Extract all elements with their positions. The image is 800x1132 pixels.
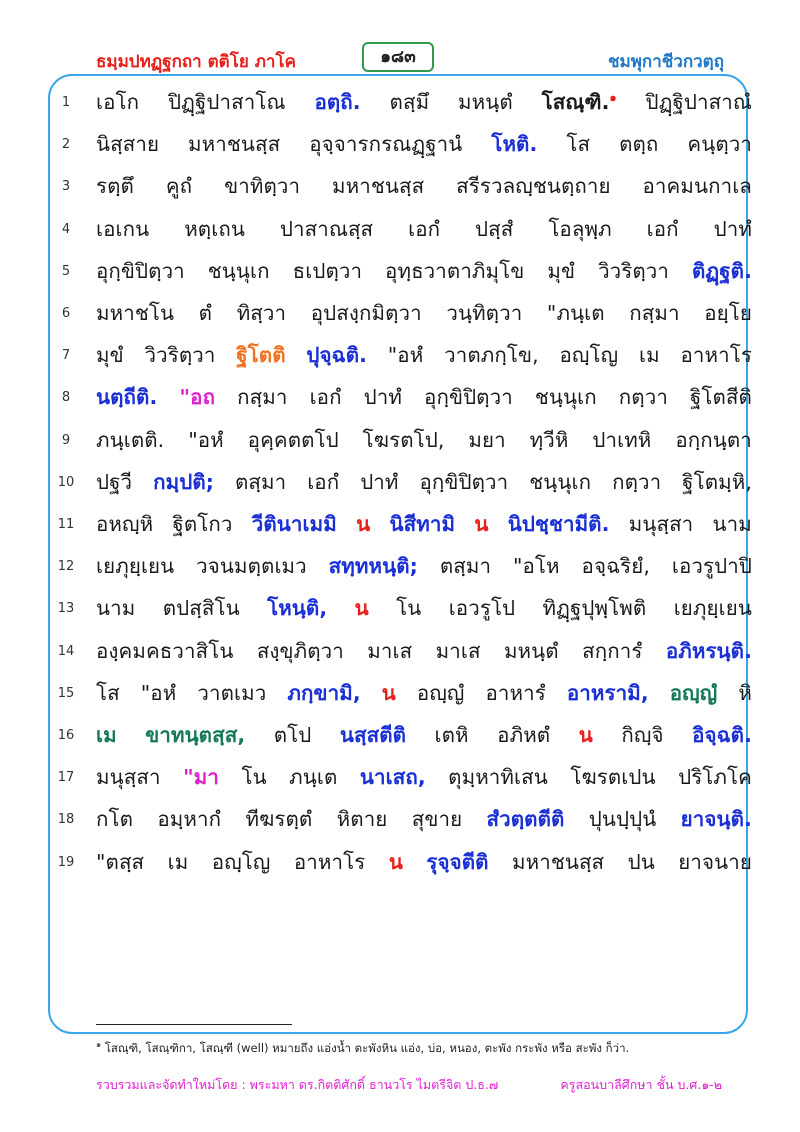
text-line [0,673,800,713]
word: ตตฺถ [619,132,659,157]
word: โอลุพฺภ [548,216,612,241]
word: อุกฺขิปิตฺวา [424,385,513,410]
word: ทีฆรตฺตํ [245,807,313,832]
word: นตฺถีติ. [96,385,158,410]
word: ชนฺนุเก [207,258,270,283]
word: ภนฺเตติ. [96,427,165,452]
word: ตุมฺหาทิเสน [448,765,548,790]
word: อาหาโร [680,343,752,368]
text-line [0,293,800,333]
word: "อถ [179,385,216,410]
word: อุปสงฺกมิตฺวา [310,301,422,325]
word: สํวตฺตตีติ [486,807,565,832]
line-text [96,166,752,206]
word: "ภนฺเต [546,301,605,325]
word: เตหิ [434,723,469,747]
footnote [96,1038,629,1058]
word: นาม [96,596,136,621]
line-text [96,588,752,628]
word: ปน [627,849,655,874]
word: เอวรูโป [448,596,516,621]
word: นิปชฺชามีติ. [507,512,610,536]
word: นสฺสตีติ [339,723,407,747]
word: เอกํ [307,469,340,494]
word: อาหาโร [293,849,366,874]
word: ขาทนฺตสฺส, [145,723,246,747]
word: อาหรามิ, [566,680,649,705]
line-text [96,82,752,122]
word: อภิหรนฺติ. [665,638,752,663]
word: ปฐวี [96,469,133,494]
word: อยฺโย [704,301,752,325]
word: โส [566,132,591,157]
word: อกฺกนฺตา [675,427,752,452]
word: ชนฺนุเก [534,385,597,410]
word: เอวรูปาปิ [671,554,752,579]
word: สกฺการํ [582,638,643,663]
word: อญฺญํ [416,680,465,705]
word: ปุนปฺปุนํ [588,807,657,832]
word: น [578,723,593,747]
word: เยภุยฺเยน [96,554,175,579]
word: ตสฺมา [439,554,492,579]
word: มนุสฺสา [628,512,694,536]
word: ตโป [273,723,312,747]
word: ปิฏฺฐิปาสาโณ [168,90,286,114]
text-line [0,757,800,797]
word: กสฺมา [237,385,288,410]
word: เอกํ [309,385,342,410]
word: สทฺทหนฺติ; [328,554,418,579]
word: อาหารํ [485,680,546,705]
text-line [0,799,800,839]
word: เอโก [96,90,140,114]
word: อิจฺฉติ. [692,723,752,747]
word: สงฺขุภิตฺวา [256,638,344,663]
word: "อหํ [140,680,177,705]
word: ภกฺขามิ, [287,680,361,705]
word: อุทฺธวาตาภิมุโข [385,258,525,283]
word: วิวริตฺวา [144,343,216,368]
word: มาเส [367,638,413,663]
line-text [96,335,752,375]
word: วาตเมว [197,680,267,705]
word: ขาทิตฺวา [224,174,301,199]
line-number: 12 [57,559,75,575]
word: ปิฏฺฐิปาสาณํ [645,90,752,114]
word: มุขํ [96,343,124,368]
line-text [96,124,752,164]
word: หิ [738,680,752,705]
word: โสณฺฑิ.$^๑$ [541,90,617,114]
line-number: 9 [61,432,71,448]
word: น [356,512,371,536]
text-line [0,82,800,122]
word: เอกํ [646,216,679,241]
text-line [0,631,800,671]
word: นาม [712,512,752,536]
word: โส [96,680,120,705]
word: "อโห [512,554,560,579]
word: ปุจฺฉติ. [306,343,367,368]
footer-position: ครูสอนบาลีศึกษา ชั้น บ.ศ.๑-๒ [560,1077,722,1092]
word: โหติ. [491,132,538,157]
word: นิสฺสาย [96,132,160,157]
text-line [0,166,800,206]
word: วจนมตฺตเมว [196,554,307,579]
word: ทิสฺวา [236,301,287,325]
word: อุกฺขิปิตฺวา [96,258,185,283]
word: มหาชนสฺส [188,132,281,157]
word: อาคมนกาเล [642,174,752,199]
text-line [0,335,800,375]
word: ยาจนฺติ. [680,807,752,832]
word: อจฺฉริยํ, [581,554,650,579]
footnote-divider [96,1024,292,1025]
text-line [0,209,800,249]
word: อุจฺจารกรณฏฺฐานํ [309,132,463,157]
word: คนฺตฺวา [687,132,752,157]
word: มุขํ [547,258,576,283]
word: นาเสถ, [359,765,426,790]
text-line [0,124,800,164]
word: ตํ [198,301,213,325]
word: ธเปตฺวา [292,258,363,283]
line-number: 8 [61,390,71,406]
word: ฐิตโกว [172,512,233,536]
word: น [381,680,396,705]
word: หิตาย [336,807,388,832]
word: ปาเทหิ [592,427,652,452]
word: อภิหตํ [497,723,551,747]
word: ชนฺนุเก [529,469,592,494]
word: อหญฺหิ [96,512,154,536]
line-number: 16 [57,728,75,743]
word: วิวริตฺวา [598,258,670,283]
line-number: 19 [57,854,75,870]
word: น [388,849,403,874]
word: ตสฺมา [235,469,287,494]
word: เม [96,723,117,747]
line-number: 2 [61,137,71,153]
line-text [96,462,752,502]
word: กสฺมา [629,301,680,325]
line-text [96,420,752,460]
word: มหนฺตํ [458,90,513,114]
line-number: 15 [57,685,75,701]
page-header [0,0,800,80]
word: กมฺปติ; [153,469,215,494]
word: วาตภกฺโข, [444,343,539,368]
word: ตสฺมึ [389,90,430,114]
word: ปริโภโค [678,765,752,790]
word: มนุสฺสา [96,765,161,790]
word: ปาทํ [363,385,402,410]
word: สรีรวลญฺชนตฺถาย [456,174,611,199]
line-number: 18 [57,812,75,828]
word: น [354,596,369,621]
word: โน [396,596,422,621]
word: สุขาย [411,807,463,832]
word: รตฺตึ [96,174,134,199]
word: โฆรตเปน [570,765,656,790]
line-text [96,546,752,586]
word: กโต [96,807,134,832]
text-line [0,588,800,628]
footnote-mark: ๑ [96,1040,102,1049]
word: เยภุยฺเยน [673,596,752,621]
line-number: 17 [57,770,75,786]
word: มหาชโน [96,301,175,325]
text-line [0,715,800,755]
word: วนฺทิตฺวา [446,301,523,325]
word: เม [167,849,189,874]
word: ตปสฺสิโน [162,596,240,621]
word: ฐิโตมฺหิ, [682,469,752,494]
word: ฐิโตสีติ [690,385,752,410]
word: โหนฺติ, [267,596,328,621]
page-number-box: ๑๘๓ [362,42,434,72]
line-text [96,631,752,671]
text-line [0,462,800,502]
word: ฐิโตติ [236,343,286,368]
line-number: 13 [57,601,75,617]
word: ทิฏฺฐปุพฺโพติ [542,596,647,621]
word: "มา [183,765,220,790]
word: อุกฺขิปิตฺวา [419,469,509,494]
word: "อหํ [387,343,424,368]
word: ปาทํ [360,469,399,494]
word: รุจฺจตีติ [426,849,489,874]
word: กตฺวา [618,385,668,410]
word: มหนฺตํ [503,638,559,663]
word: น [474,512,489,536]
word: กตฺวา [612,469,662,494]
line-text [96,673,752,713]
line-number: 10 [57,474,75,490]
word: กิญฺจิ [621,723,664,747]
line-number: 1 [61,95,71,110]
word: เม [638,343,660,368]
text-line [0,842,800,882]
line-number: 6 [61,306,71,321]
word: ติฏฺฐติ. [692,258,752,283]
word: ทฺวีหิ [529,427,569,452]
word: โน [241,765,267,790]
line-text [96,715,752,755]
word: ยาจนาย [678,849,752,874]
word: อญฺโญ [211,849,271,874]
word: ภนฺเต [289,765,338,790]
line-text [96,799,752,839]
text-line [0,546,800,586]
word: เอเกน [96,216,150,241]
word: หตฺเถน [184,216,245,241]
line-text [96,377,752,417]
footnote-text: โสณฺฑิ, โสณฺฑิกา, โสณฺฑี (well) หมายถึง แอ่งน้ำ ตะพังหิน แอ่ง, บ่อ, หนอง, ตะพัง กระพัง หรือ สะพัง ก็ว่า. [104,1040,630,1055]
line-number: 14 [57,643,75,659]
line-number: 5 [61,263,71,279]
word: มหาชนสฺส [332,174,425,199]
footnote-ref: ๑ [609,91,617,105]
word: มหาชนสฺส [511,849,605,874]
line-number: 11 [57,517,75,532]
word: ปาทํ [713,216,752,241]
footer-compiler: รวบรวมและจัดทำใหม่โดย : พระมหา ดร.กิตติศักดิ์ ธานวโร ไมตรีจิต ป.ธ.๗ [96,1077,499,1092]
text-line [0,504,800,544]
line-text [96,251,752,291]
word: นิสีทามิ [389,512,456,536]
word: อญฺโญ [559,343,619,368]
word: โฆรตโป, [362,427,445,452]
word: องฺคมคธวาสิโน [96,638,234,663]
word: อตฺถิ. [314,90,361,114]
word: ปาสาณสฺส [279,216,374,241]
word: มยา [468,427,506,452]
text-line [0,420,800,460]
line-text [96,504,752,544]
word: อญฺญํ [669,680,718,705]
line-text [96,842,752,882]
book-title: ธมฺมปทฏฺฐกถา ตติโย ภาโค [96,52,296,72]
word: วีตินาเมมิ [251,512,337,536]
story-title: ชมพุกาชีวกวตฺถุ [607,52,724,72]
line-text [96,757,752,797]
word: อุคฺคตตโป [247,427,339,452]
word: "ตสฺส [96,849,145,874]
line-text [96,209,752,249]
word: มาเส [435,638,481,663]
word: อมฺหากํ [157,807,222,832]
word: "อหํ [188,427,224,452]
line-number: 4 [61,221,71,237]
line-number: 7 [61,348,71,364]
word: ปสฺสํ [475,216,514,241]
text-line [0,377,800,417]
text-line [0,251,800,291]
line-number: 3 [61,179,71,195]
line-text [96,293,752,333]
word: เอกํ [408,216,441,241]
word: คูถํ [165,174,193,199]
